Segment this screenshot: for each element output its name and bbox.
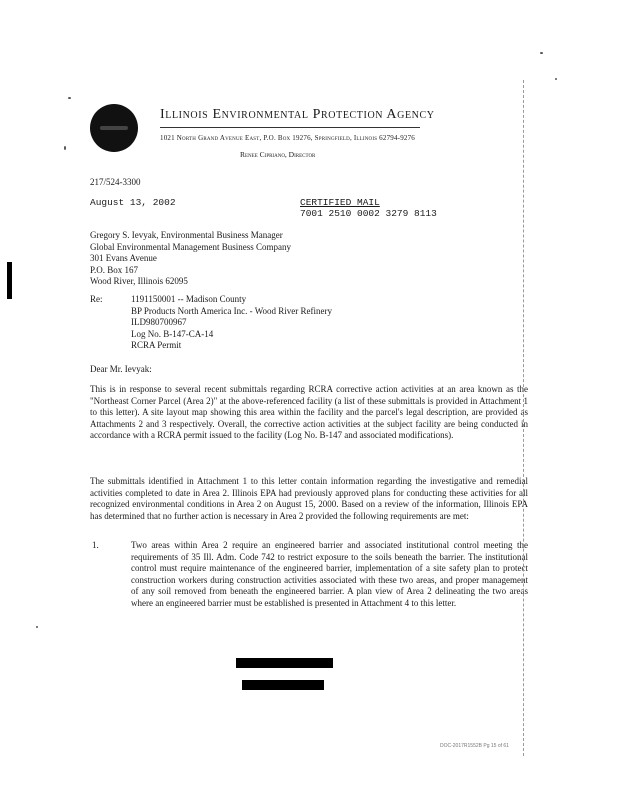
body-paragraph-2: The submittals identified in Attachment 1 to this letter contain information regarding the investigative and remedial activities completed to date in Area 2. Illinois EPA had previously approved plans for conducting these activities for all recognized environmental conditions in Area 2 on August 15, 2000. Based on a review of the information, Illinois EPA has determined that no further action is necessary in Area 2 provided the following requirements are met: xyxy=(90,476,528,521)
reference-line: Log No. B-147-CA-14 xyxy=(131,328,214,339)
reference-line: BP Products North America Inc. - Wood River Refinery xyxy=(131,305,332,316)
recipient-line: Global Environmental Management Business Company xyxy=(90,241,291,252)
salutation: Dear Mr. Ievyak: xyxy=(90,364,152,374)
recipient-line: 301 Evans Avenue xyxy=(90,253,157,264)
redaction-bar xyxy=(236,658,333,668)
agency-address: 1021 North Grand Avenue East, P.O. Box 19276, Springfield, Illinois 62794-9276 xyxy=(160,134,415,142)
certified-mail-number: 7001 2510 0002 3279 8113 xyxy=(300,208,437,219)
recipient-line: P.O. Box 167 xyxy=(90,264,139,275)
scan-speck xyxy=(555,78,557,80)
scan-speck xyxy=(36,626,38,628)
recipient-address xyxy=(90,230,291,288)
recipient-line: Wood River, Illinois 62095 xyxy=(90,276,188,287)
list-item-number: 1. xyxy=(92,540,99,550)
agency-seal xyxy=(90,104,138,152)
redaction-bar xyxy=(242,680,324,690)
agency-name: Illinois Environmental Protection Agency xyxy=(160,107,435,122)
scan-speck xyxy=(68,97,71,99)
re-label: Re: xyxy=(90,294,103,304)
margin-marker xyxy=(7,262,12,299)
scan-margin-line xyxy=(523,80,525,756)
body-paragraph-1: This is in response to several recent submittals regarding RCRA corrective action activities at an area known as the "Northeast Corner Parcel (Area 2)" at the above-referenced facility (a list of these submittals is provided in Attachment 1 to this letter). A site layout map showing this area within the facility and the parcel's legal description, are provided as Attachments 2 and 3 respectively. Overall, the corrective action activities at the subject facility are being conducted in accordance with a RCRA permit issued to the facility (Log No. B-147 and associated modifications). xyxy=(90,384,528,441)
scan-speck xyxy=(64,146,66,150)
document-id: DOC-2017R1552B Pg 15 of 61 xyxy=(440,743,509,749)
reference-line: RCRA Permit xyxy=(131,340,182,351)
recipient-line: Gregory S. Ievyak, Environmental Business Manager xyxy=(90,230,283,240)
reference-line: 1191150001 -- Madison County xyxy=(131,294,247,304)
header-rule xyxy=(160,127,420,128)
reference-block xyxy=(131,294,332,352)
seal-band xyxy=(100,126,128,130)
phone-number: 217/524-3300 xyxy=(90,177,141,187)
scan-speck xyxy=(540,52,543,54)
director-line: Renee Cipriano, Director xyxy=(240,150,316,159)
list-item-text: Two areas within Area 2 require an engineered barrier and associated institutional control meeting the requirements of 35 Ill. Adm. Code 742 to restrict exposure to the soils beneath the barrier. The institutional control must require maintenance of the engineered barrier, implementation of a site safety plan to protect construction workers during construction activities associated with these two areas, and proper management of any soil removed from beneath the engineered barrier. A plan view of Area 2 delineating the two areas where an engineered barrier must be established is presented in Attachment 4 to this letter. xyxy=(131,540,528,608)
certified-mail-label: CERTIFIED MAIL xyxy=(300,197,380,208)
reference-line: ILD980700967 xyxy=(131,317,187,328)
letter-date: August 13, 2002 xyxy=(90,197,176,208)
